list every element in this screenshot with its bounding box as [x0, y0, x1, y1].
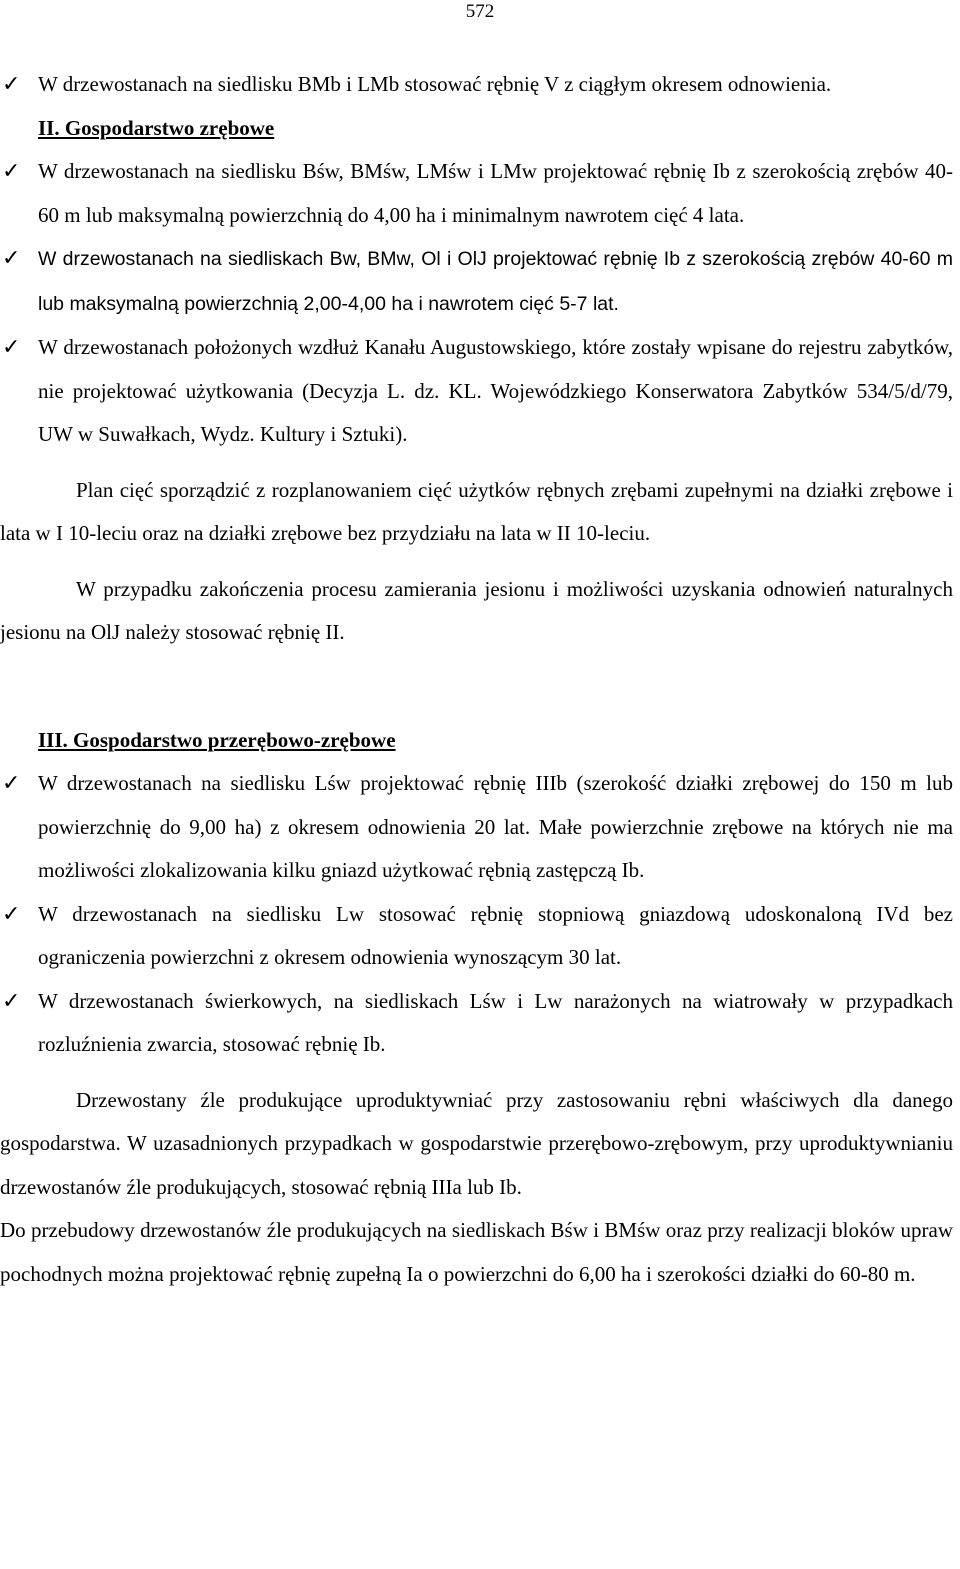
- list-item: [0, 762, 953, 893]
- paragraph: Do przebudowy drzewostanów źle produkujących na siedliskach Bśw i BMśw oraz przy realizacji bloków upraw pochodnych można projektować rębnię zupełną Ia o powierzchni do 6,00 ha i szerokości działki do 60-80 m.: [0, 1218, 953, 1286]
- check-icon: ✓: [2, 72, 21, 97]
- list-item: [0, 150, 953, 237]
- paragraph: Drzewostany źle produkujące uproduktywniać przy zastosowaniu rębni właściwych dla danego gospodarstwa. W uzasadnionych przypadkach w gospodarstwie przerębowo-zrębowym, przy uproduktywnianiu drzewostanów źle produkujących, stosować rębnią IIIa lub Ib.: [0, 1087, 953, 1199]
- section-heading-3-text: III. Gospodarstwo przerębowo-zrębowe: [38, 727, 396, 752]
- list-item-text: W drzewostanach na siedliskach Bw, BMw, Ol i OlJ projektować rębnię Ib z szerokością zrębów 40-60 m lub maksymalną powierzchnią 2,00-4,00 ha i nawrotem cięć 5-7 lat.: [38, 248, 953, 315]
- list-item: [0, 980, 953, 1067]
- list-item: [0, 63, 953, 107]
- section-heading-2-text: II. Gospodarstwo zrębowe: [38, 115, 275, 140]
- list-item-text: W drzewostanach na siedlisku Bśw, BMśw, LMśw i LMw projektować rębnię Ib z szerokością zrębów 40-60 m lub maksymalną powierzchnią do 4,00 ha i minimalnym nawrotem cięć 4 lata.: [38, 159, 953, 227]
- check-icon: ✓: [2, 771, 21, 796]
- paragraph: W przypadku zakończenia procesu zamierania jesionu i możliwości uzyskania odnowień naturalnych jesionu na OlJ należy stosować rębnię II.: [0, 576, 953, 644]
- list-item-text: W drzewostanach na siedlisku Lw stosować rębnię stopniową gniazdową udoskonaloną IVd bez ograniczenia powierzchni z okresem odnowienia wynoszącym 30 lat.: [38, 901, 953, 969]
- check-icon: ✓: [2, 988, 21, 1014]
- list-item-text: W drzewostanach na siedlisku BMb i LMb stosować rębnię V z ciągłym okresem odnowienia.: [38, 72, 832, 96]
- list-item: [0, 326, 953, 457]
- paragraph: Plan cięć sporządzić z rozplanowaniem cięć użytków rębnych zrębami zupełnymi na działki zrębowe i lata w I 10-leciu oraz na działki zrębowe bez przydziału na lata w II 10-leciu.: [0, 477, 953, 545]
- page-number: 572: [465, 1, 495, 22]
- document-body: [0, 63, 953, 1296]
- check-icon: ✓: [2, 335, 21, 360]
- list-item-text: W drzewostanach świerkowych, na siedliskach Lśw i Lw narażonych na wiatrowały w przypadkach rozluźnienia zwarcia, stosować rębnię Ib.: [38, 988, 953, 1056]
- list-item: [0, 237, 953, 326]
- check-icon: ✓: [2, 159, 21, 184]
- check-icon: ✓: [2, 246, 21, 271]
- section-heading-2: [0, 107, 953, 151]
- section-heading-3: [0, 719, 953, 763]
- list-item-text: W drzewostanach na siedlisku Lśw projektować rębnię IIIb (szerokość działki zrębowej do 150 m lub powierzchnię do 9,00 ha) z okresem odnowienia 20 lat. Małe powierzchnie zrębowe na których nie ma możliwości zlokalizowania kilku gniazd użytkować rębnią zastępczą Ib.: [38, 771, 953, 882]
- check-icon: ✓: [2, 901, 21, 927]
- list-item: [0, 893, 953, 980]
- list-item-text: W drzewostanach położonych wzdłuż Kanału Augustowskiego, które zostały wpisane do rejestru zabytków, nie projektować użytkowania (Decyzja L. dz. KL. Wojewódzkiego Konserwatora Zabytków 534/5/d/79, UW w Suwałkach, Wydz. Kultury i Sztuki).: [38, 335, 953, 446]
